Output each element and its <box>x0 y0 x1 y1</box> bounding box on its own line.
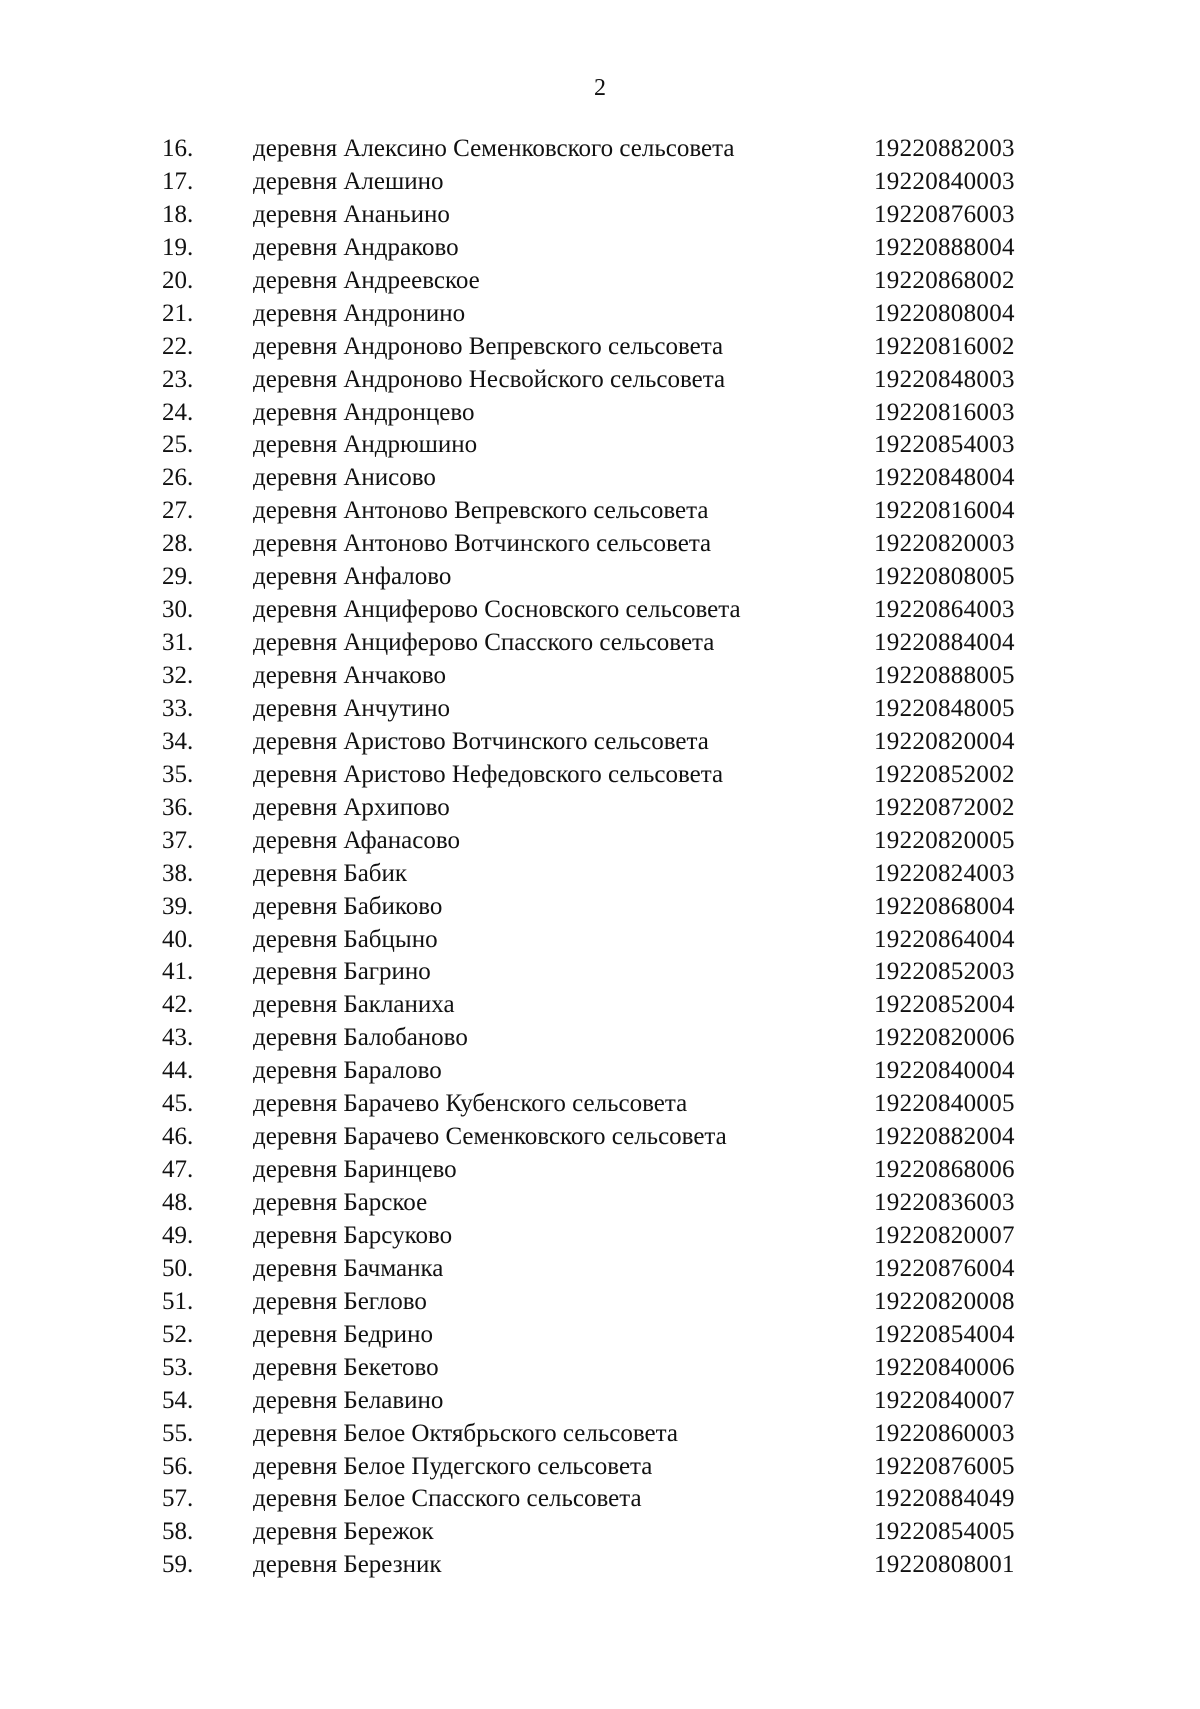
settlement-name: деревня Аристово Вотчинского сельсовета <box>253 727 709 755</box>
settlement-name: деревня Беглово <box>253 1287 427 1315</box>
settlement-name: деревня Алексино Семенковского сельсовета <box>253 135 735 162</box>
okato-code: 19220860003 <box>874 1419 1015 1447</box>
okato-code: 19220808004 <box>874 299 1015 327</box>
okato-code: 19220882004 <box>874 1123 1015 1151</box>
okato-code: 19220836003 <box>874 1189 1015 1216</box>
item-number: 50. <box>162 1254 194 1282</box>
settlement-name: деревня Бережок <box>253 1518 434 1546</box>
list-item <box>0 1418 1200 1451</box>
list-item <box>0 1516 1200 1549</box>
list-item <box>0 1154 1200 1187</box>
settlement-name: деревня Баралово <box>253 1057 442 1085</box>
item-number: 54. <box>162 1386 194 1414</box>
list-item <box>0 429 1200 462</box>
list-item <box>0 232 1200 265</box>
item-number: 35. <box>162 760 194 788</box>
settlement-name: деревня Анфалово <box>253 563 452 591</box>
item-number: 48. <box>162 1189 194 1216</box>
settlement-name: деревня Андреевское <box>253 266 480 294</box>
list-item <box>0 726 1200 759</box>
settlement-name: деревня Ананьино <box>253 200 450 228</box>
list-item <box>0 825 1200 858</box>
okato-code: 19220854003 <box>874 431 1015 459</box>
okato-code: 19220882003 <box>874 135 1015 162</box>
okato-code: 19220876004 <box>874 1254 1015 1282</box>
item-number: 26. <box>162 464 194 492</box>
list-item <box>0 594 1200 627</box>
settlement-name: деревня Белое Спасского сельсовета <box>253 1485 642 1513</box>
item-number: 51. <box>162 1287 194 1315</box>
item-number: 31. <box>162 629 194 657</box>
list-item <box>0 1451 1200 1484</box>
list-item <box>0 1022 1200 1055</box>
item-number: 49. <box>162 1221 194 1249</box>
settlement-name: деревня Аристово Нефедовского сельсовета <box>253 760 724 788</box>
settlement-name: деревня Барачево Семенковского сельсовета <box>253 1123 727 1151</box>
settlement-name: деревня Белавино <box>253 1386 444 1414</box>
item-number: 55. <box>162 1419 194 1447</box>
item-number: 24. <box>162 398 194 426</box>
okato-code: 19220840007 <box>874 1386 1015 1414</box>
item-number: 37. <box>162 826 194 854</box>
item-number: 36. <box>162 793 194 821</box>
list-item <box>0 561 1200 594</box>
item-number: 43. <box>162 1024 194 1052</box>
okato-code: 19220820008 <box>874 1287 1015 1315</box>
item-number: 59. <box>162 1551 194 1579</box>
item-number: 28. <box>162 530 194 558</box>
list-item <box>0 1319 1200 1352</box>
okato-code: 19220872002 <box>874 793 1015 821</box>
settlement-name: деревня Афанасово <box>253 826 460 854</box>
settlement-name: деревня Белое Пудегского сельсовета <box>253 1452 653 1480</box>
list-item <box>0 1187 1200 1220</box>
settlement-name: деревня Андраково <box>253 233 459 261</box>
item-number: 22. <box>162 332 194 360</box>
okato-code: 19220840003 <box>874 167 1015 195</box>
list-item <box>0 1352 1200 1385</box>
settlement-name: деревня Бачманка <box>253 1254 444 1282</box>
list-item <box>0 1253 1200 1286</box>
okato-code: 19220848004 <box>874 464 1015 492</box>
settlement-name: деревня Андронцево <box>253 398 475 426</box>
okato-code: 19220884049 <box>874 1485 1015 1513</box>
item-number: 16. <box>162 135 194 162</box>
settlement-name: деревня Андронино <box>253 299 466 327</box>
settlement-name: деревня Анисово <box>253 464 436 492</box>
list-item <box>0 1385 1200 1418</box>
okato-code: 19220848003 <box>874 365 1015 393</box>
list-item <box>0 858 1200 891</box>
item-number: 32. <box>162 662 194 689</box>
okato-code: 19220848005 <box>874 694 1015 722</box>
okato-code: 19220820007 <box>874 1221 1015 1249</box>
list-item <box>0 364 1200 397</box>
okato-code: 19220820006 <box>874 1024 1015 1052</box>
settlement-name: деревня Баринцево <box>253 1156 457 1184</box>
okato-code: 19220808001 <box>874 1551 1015 1579</box>
settlement-name: деревня Бабцыно <box>253 925 438 953</box>
item-number: 21. <box>162 299 194 327</box>
item-number: 17. <box>162 167 194 195</box>
okato-code: 19220876005 <box>874 1452 1015 1480</box>
settlement-name: деревня Андрюшино <box>253 431 478 459</box>
okato-code: 19220816002 <box>874 332 1015 360</box>
item-number: 45. <box>162 1090 194 1118</box>
list-item <box>0 1055 1200 1088</box>
okato-code: 19220840005 <box>874 1090 1015 1118</box>
okato-code: 19220816003 <box>874 398 1015 426</box>
settlement-name: деревня Белое Октябрьского сельсовета <box>253 1419 678 1447</box>
settlement-name: деревня Архипово <box>253 793 450 821</box>
item-number: 23. <box>162 365 194 393</box>
okato-code: 19220820003 <box>874 530 1015 558</box>
settlement-name: деревня Бедрино <box>253 1320 433 1348</box>
okato-code: 19220820005 <box>874 826 1015 854</box>
okato-code: 19220888005 <box>874 662 1015 689</box>
settlement-name: деревня Андроново Вепревского сельсовета <box>253 332 724 360</box>
settlement-name: деревня Барсуково <box>253 1221 453 1249</box>
okato-code: 19220864003 <box>874 596 1015 624</box>
okato-code: 19220808005 <box>874 563 1015 591</box>
okato-code: 19220820004 <box>874 727 1015 755</box>
item-number: 44. <box>162 1057 194 1085</box>
okato-code: 19220824003 <box>874 859 1015 887</box>
list-item <box>0 924 1200 957</box>
item-number: 38. <box>162 859 194 887</box>
okato-code: 19220884004 <box>874 629 1015 657</box>
settlement-name: деревня Барское <box>253 1189 428 1216</box>
settlement-name: деревня Анчутино <box>253 694 451 722</box>
item-number: 41. <box>162 958 194 986</box>
okato-code: 19220864004 <box>874 925 1015 953</box>
settlement-name: деревня Бабиково <box>253 892 443 920</box>
item-number: 34. <box>162 727 194 755</box>
list-item <box>0 462 1200 495</box>
list-item <box>0 528 1200 561</box>
settlement-name: деревня Бакланиха <box>253 991 455 1019</box>
item-number: 19. <box>162 233 194 261</box>
settlement-name: деревня Балобаново <box>253 1024 468 1052</box>
okato-code: 19220868004 <box>874 892 1015 920</box>
item-number: 20. <box>162 266 194 294</box>
list-item <box>0 693 1200 726</box>
item-number: 53. <box>162 1353 194 1381</box>
item-number: 18. <box>162 200 194 228</box>
list-item <box>0 627 1200 660</box>
item-number: 39. <box>162 892 194 920</box>
page-number: 2 <box>594 75 606 101</box>
settlement-name: деревня Антоново Вепревского сельсовета <box>253 497 709 525</box>
settlement-name: деревня Анциферово Сосновского сельсовета <box>253 596 741 624</box>
okato-code: 19220888004 <box>874 233 1015 261</box>
list-item <box>0 1088 1200 1121</box>
settlement-name: деревня Алешино <box>253 167 444 195</box>
okato-code: 19220852004 <box>874 991 1015 1019</box>
okato-code: 19220840004 <box>874 1057 1015 1085</box>
item-number: 30. <box>162 596 194 624</box>
okato-code: 19220852002 <box>874 760 1015 788</box>
okato-code: 19220854005 <box>874 1518 1015 1546</box>
okato-code: 19220840006 <box>874 1353 1015 1381</box>
item-number: 57. <box>162 1485 194 1513</box>
list-item <box>0 199 1200 232</box>
list-item <box>0 891 1200 924</box>
item-number: 25. <box>162 431 194 459</box>
list-item <box>0 397 1200 430</box>
item-number: 42. <box>162 991 194 1019</box>
okato-code: 19220854004 <box>874 1320 1015 1348</box>
item-number: 52. <box>162 1320 194 1348</box>
item-number: 29. <box>162 563 194 591</box>
settlement-name: деревня Андроново Несвойского сельсовета <box>253 365 726 393</box>
okato-code: 19220868002 <box>874 266 1015 294</box>
okato-code: 19220876003 <box>874 200 1015 228</box>
list-item <box>0 759 1200 792</box>
settlement-name: деревня Бекетово <box>253 1353 439 1381</box>
settlement-name: деревня Багрино <box>253 958 431 986</box>
item-number: 40. <box>162 925 194 953</box>
settlement-list <box>0 133 1200 1582</box>
item-number: 27. <box>162 497 194 525</box>
list-item <box>0 1483 1200 1516</box>
settlement-name: деревня Анциферово Спасского сельсовета <box>253 629 715 657</box>
settlement-name: деревня Антоново Вотчинского сельсовета <box>253 530 712 558</box>
okato-code: 19220816004 <box>874 497 1015 525</box>
item-number: 58. <box>162 1518 194 1546</box>
item-number: 46. <box>162 1123 194 1151</box>
list-item <box>0 133 1200 166</box>
settlement-name: деревня Анчаково <box>253 662 446 689</box>
list-item <box>0 1220 1200 1253</box>
list-item <box>0 298 1200 331</box>
settlement-name: деревня Бабик <box>253 859 408 887</box>
list-item <box>0 660 1200 693</box>
okato-code: 19220868006 <box>874 1156 1015 1184</box>
list-item <box>0 495 1200 528</box>
list-item <box>0 331 1200 364</box>
list-item <box>0 956 1200 989</box>
list-item <box>0 1549 1200 1582</box>
list-item <box>0 1286 1200 1319</box>
item-number: 56. <box>162 1452 194 1480</box>
settlement-name: деревня Барачево Кубенского сельсовета <box>253 1090 688 1118</box>
list-item <box>0 265 1200 298</box>
okato-code: 19220852003 <box>874 958 1015 986</box>
list-item <box>0 1121 1200 1154</box>
settlement-name: деревня Березник <box>253 1551 442 1579</box>
list-item <box>0 792 1200 825</box>
item-number: 47. <box>162 1156 194 1184</box>
list-item <box>0 166 1200 199</box>
item-number: 33. <box>162 694 194 722</box>
list-item <box>0 989 1200 1022</box>
